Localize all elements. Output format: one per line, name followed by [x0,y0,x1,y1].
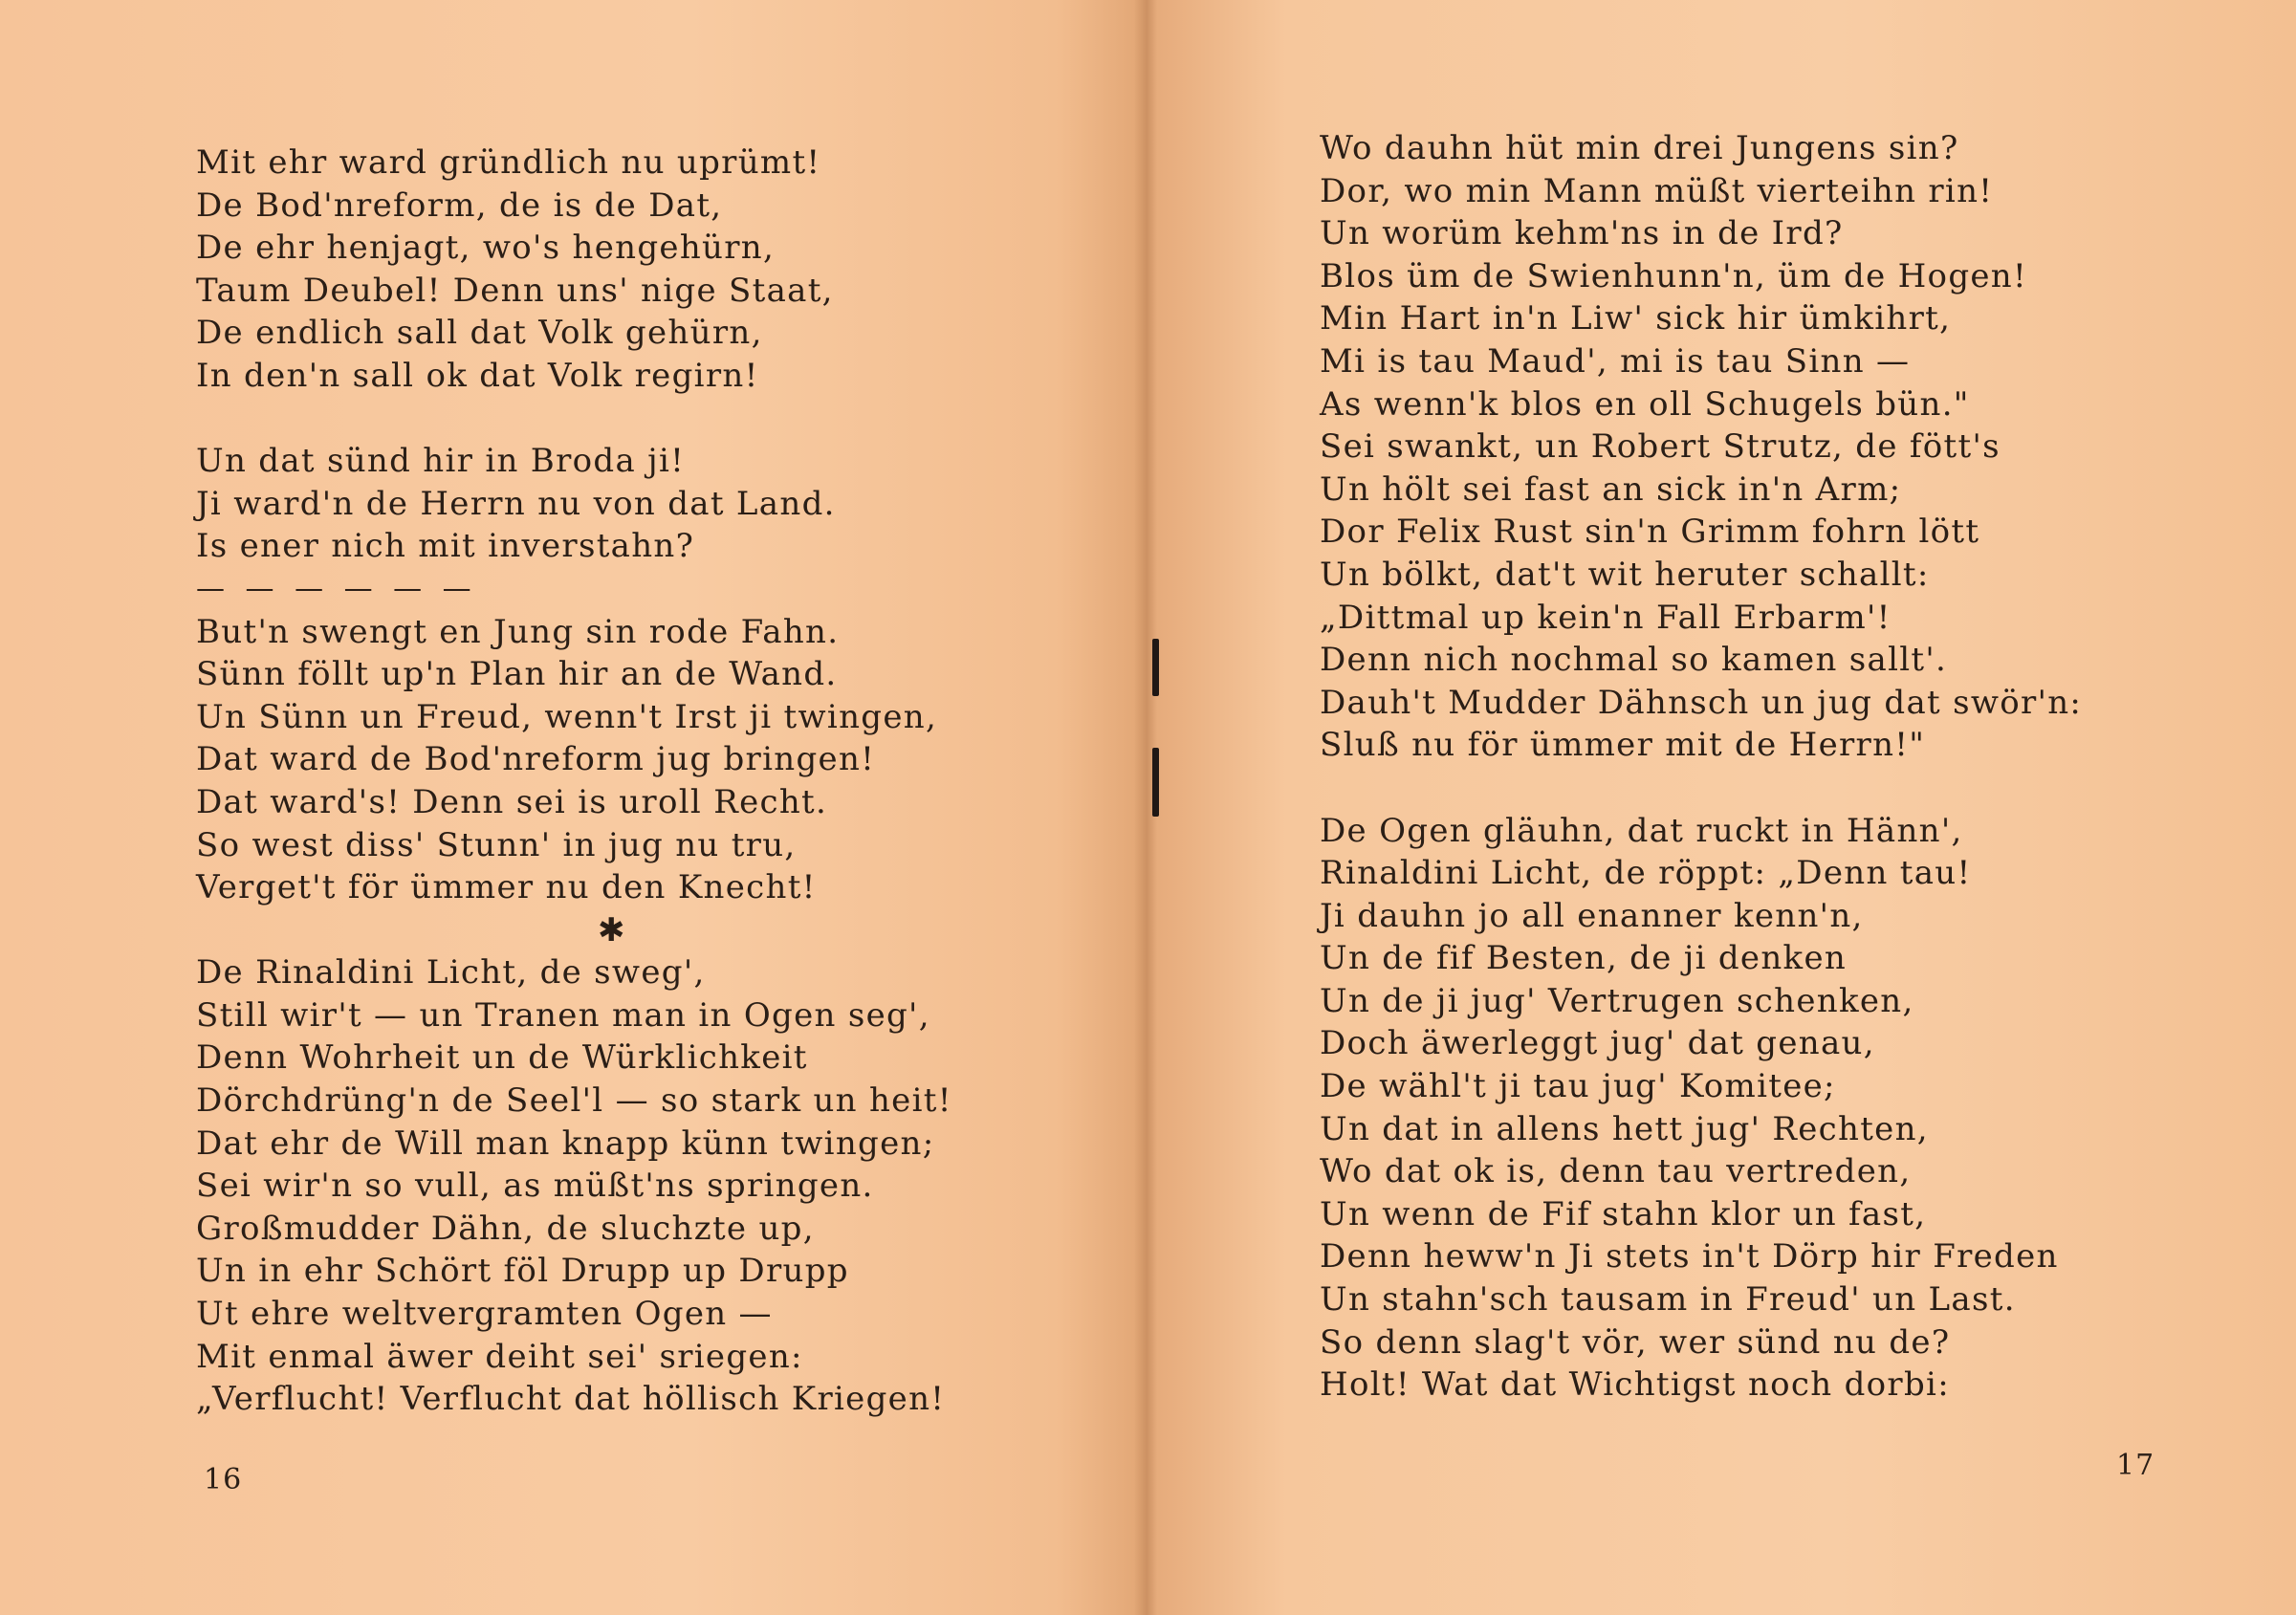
poem-line: Sei swankt, un Robert Strutz, de fött's [1320,427,2001,467]
poem-line: De endlich sall dat Volk gehürn, [196,314,763,353]
poem-line: „Dittmal up kein'n Fall Erbarm'! [1320,598,1891,637]
poem-line: Un de ji jug' Vertrugen schenken, [1320,981,1914,1020]
poem-line: But'n swengt en Jung sin rode Fahn. [196,612,840,651]
poem-line: Dor, wo min Mann müßt vierteihn rin! [1320,171,1994,210]
poem-line: Sluß nu för ümmer mit de Herrn!" [1320,726,1926,765]
right-poem-text [1320,127,2180,1407]
poem-line: Mi is tau Maud', mi is tau Sinn — [1320,341,1911,381]
poem-line: Un in ehr Schört föl Drupp up Drupp [196,1252,849,1291]
poem-line: Un hölt sei fast an sick in'n Arm; [1320,469,1902,509]
poem-line: De ehr henjagt, wo's hengehürn, [196,229,776,268]
poem-line: Dauh't Mudder Dähnsch un jug dat swör'n: [1320,683,2083,722]
poem-line: De wähl't ji tau jug' Komitee; [1320,1067,1836,1106]
poem-line: Dat ward's! Denn sei is uroll Recht. [196,782,828,821]
poem-line [1320,767,2180,810]
poem-line: Dor Felix Rust sin'n Grimm fohrn lött [1320,513,1980,552]
poem-line [196,398,1057,441]
poem-line: De Bod'nreform, de is de Dat, [196,186,723,225]
poem-line: Wo dat ok is, denn tau vertreden, [1320,1152,1912,1191]
poem-line: Großmudder Dähn, de sluchzte up, [196,1209,815,1248]
poem-line: Un dat sünd hir in Broda ji! [196,442,686,481]
poem-line: Dat ward de Bod'nreform jug bringen! [196,740,876,779]
poem-line: De Rinaldini Licht, de sweg', [196,953,706,993]
poem-line: Is ener nich mit inverstahn? [196,527,695,566]
poem-line: Un wenn de Fif stahn klor un fast, [1320,1194,1927,1233]
poem-line: Dörchdrüng'n de Seel'l — so stark un heit! [196,1081,952,1121]
poem-line: Rinaldini Licht, de röppt: „Denn tau! [1320,854,1972,893]
poem-line: Denn Wohrheit un de Würklichkeit [196,1038,808,1078]
poem-line: Holt! Wat dat Wichtigst noch dorbi: [1320,1365,1950,1405]
poem-line: Sünn föllt up'n Plan hir an de Wand. [196,655,838,694]
poem-line: Denn heww'n Ji stets in't Dörp hir Freden [1320,1237,2059,1277]
poem-line: Un bölkt, dat't wit heruter schallt: [1320,555,1930,594]
poem-line: As wenn'k blos en oll Schugels bün." [1320,384,1970,424]
poem-line: Doch äwerleggt jug' dat genau, [1320,1024,1875,1063]
poem-line: Un dat in allens hett jug' Rechten, [1320,1109,1929,1148]
poem-line: Ji dauhn jo all enanner kenn'n, [1320,896,1864,935]
poem-line: Dat ehr de Will man knapp künn twingen; [196,1124,935,1163]
poem-line: Taum Deubel! Denn uns' nige Staat, [196,271,834,310]
poem-line: Sei wir'n so vull, as müßt'ns springen. [196,1167,874,1206]
right-page [1146,0,2296,1615]
poem-line: In den'n sall ok dat Volk regirn! [196,356,759,395]
poem-line: Verget't för ümmer nu den Knecht! [196,868,817,907]
poem-line: So denn slag't vör, wer sünd nu de? [1320,1322,1951,1362]
poem-line: Un worüm kehm'ns in de Ird? [1320,214,1844,253]
poem-line: Un stahn'sch tausam in Freud' un Last. [1320,1280,2016,1320]
poem-line: Un de fif Besten, de ji denken [1320,939,1848,978]
poem-line: Still wir't — un Tranen man in Ogen seg', [196,995,930,1035]
poem-line: Ut ehre weltvergramten Ogen — [196,1295,773,1334]
left-poem-text [196,142,1057,1421]
section-separator-star: ✱ [598,910,626,949]
poem-line: Denn nich nochmal so kamen sallt'. [1320,641,1948,680]
poem-line: „Verflucht! Verflucht dat höllisch Kriegen! [196,1380,946,1419]
poem-line: Wo dauhn hüt min drei Jungens sin? [1320,129,1959,167]
poem-line: Un Sünn un Freud, wenn't Irst ji twingen, [196,697,938,736]
poem-line: So west diss' Stunn' in jug nu tru, [196,825,797,864]
poem-line: — — — — — — [196,571,477,605]
poem-line: Mit ehr ward gründlich nu uprümt! [196,143,821,182]
poem-line: Blos üm de Swienhunn'n, üm de Hogen! [1320,256,2027,295]
poem-line: De Ogen gläuhn, dat ruckt in Hänn', [1320,811,1963,850]
page-number-right: 17 [2116,1449,2155,1482]
poem-line: Min Hart in'n Liw' sick hir ümkihrt, [1320,299,1952,338]
poem-line: Ji ward'n de Herrn nu von dat Land. [196,484,836,523]
page-number-left: 16 [204,1463,243,1496]
left-page [0,0,1146,1615]
poem-line: Mit enmal äwer deiht sei' sriegen: [196,1337,803,1376]
